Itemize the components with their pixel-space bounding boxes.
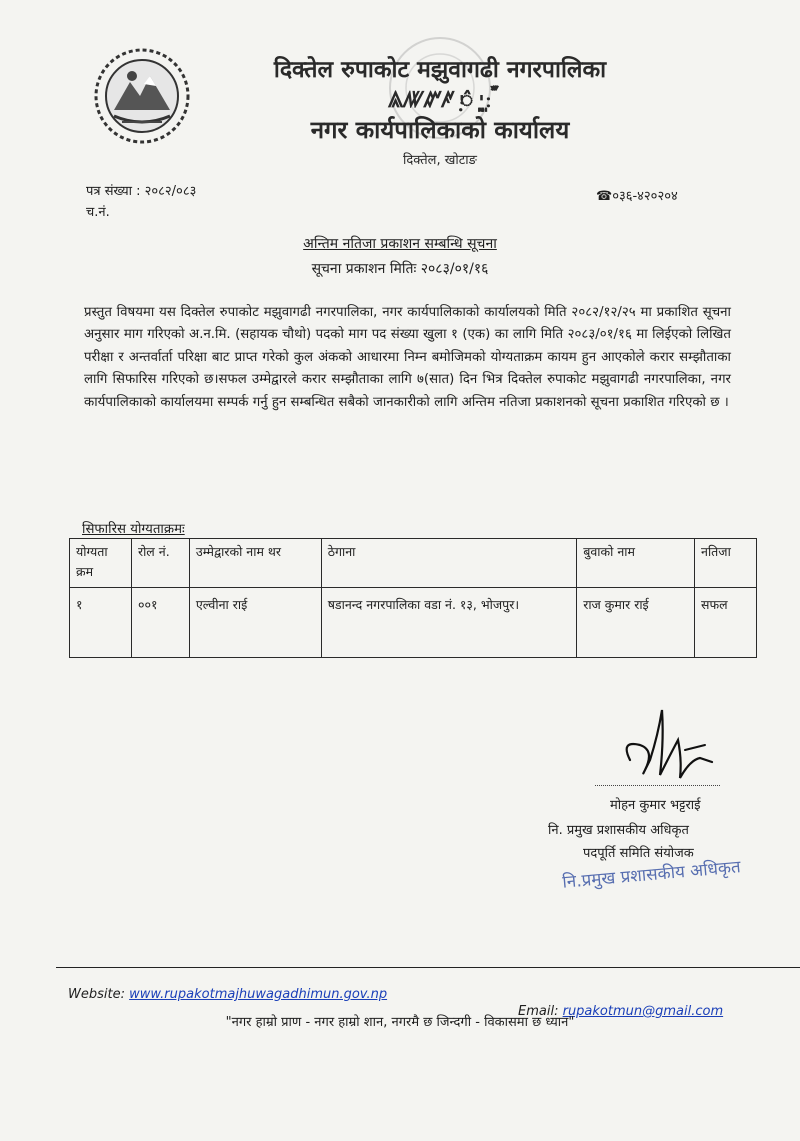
handwritten-signature (600, 700, 720, 790)
signatory-name: मोहन कुमार भट्टराई (610, 798, 701, 813)
footer-motto: "नगर हाम्रो प्राण - नगर हाम्रो शान, नगरमै छ जिन्दगी - विकासमा छ ध्यान" (225, 1015, 575, 1030)
office-address: दिक्तेल, खोटाङ (403, 153, 477, 168)
footer-divider (56, 967, 800, 968)
cell-father-name: राज कुमार राई (577, 588, 695, 658)
signatory-role: पदपूर्ति समिति संयोजक (583, 846, 694, 861)
website-link[interactable]: www.rupakotmajhuwagadhimun.gov.np (129, 987, 388, 1002)
table-header-row (70, 539, 757, 588)
office-name: नगर कार्यपालिकाको कार्यालय (310, 116, 570, 144)
header-name: उम्मेद्वारको नाम थर (189, 539, 321, 588)
header-roll: रोल नं. (131, 539, 189, 588)
official-stamp-text: नि.प्रमुख प्रशासकीय अधिकृत (561, 857, 742, 893)
table-caption: सिफारिस योग्यताक्रमः (82, 522, 185, 537)
cell-address: षडानन्द नगरपालिका वडा नं. १३, भोजपुर। (321, 588, 577, 658)
dispatch-number: च.नं. (86, 205, 110, 220)
cell-result: सफल (695, 588, 757, 658)
cell-rank: १ (70, 588, 132, 658)
letter-number: पत्र संख्या : २०८२/०८३ (86, 184, 197, 199)
header-result: नतिजा (695, 539, 757, 588)
results-table (69, 538, 757, 658)
header-address: ठेगाना (321, 539, 577, 588)
notice-date: सूचना प्रकाशन मितिः २०८३/०१/१६ (311, 261, 489, 277)
email-link[interactable]: rupakotmun@gmail.com (562, 1004, 724, 1019)
header-father-name: बुवाको नाम (577, 539, 695, 588)
municipality-name: दिक्तेल रुपाकोट मझुवागढी नगरपालिका (273, 57, 607, 83)
phone-number: ☎०३६-४२०२०४ (596, 189, 678, 204)
footer-website (68, 987, 387, 1002)
signature-line (595, 785, 720, 786)
notice-body: प्रस्तुत विषयमा यस दिक्तेल रुपाकोट मझुवागढी नगरपालिका, नगर कार्यपालिकाको कार्यालयको मिति २०८२/१२/२५ मा प्रकाशित सूचना अनुसार माग गरिएको अ.न.मि. (सहायक चौथो) पदको माग पद संख्या खुला १ (एक) का लागि मिति २०८३/०१/१६ मा लिईएको लिखित परीक्षा र अन्तर्वार्ता परिक्षा बाट प्राप्त गरेको कुल अंकको आधारमा निम्न बमोजिमको योग्यताक्रम कायम हुन आएकोले करार सम्झौताका लागि सिफारिस गरिएको छ।सफल उम्मेद्वारले करार सम्झौताका लागि ७(सात) दिन भित्र दिक्तेल रुपाकोट मझुवागढी नगरपालिका, नगर कार्यपालिकाको कार्यालयमा सम्पर्क गर्नु हुन सम्बन्धित सबैको जानकारीको लागि अन्तिम नतिजा प्रकाशनको सूचना प्रकाशित गरिएको छ । (84, 305, 731, 410)
cell-name: एल्वीना राई (189, 588, 321, 658)
signatory-designation: नि. प्रमुख प्रशासकीय अधिकृत (548, 823, 689, 838)
website-label: Website: (68, 987, 125, 1002)
cell-roll: ००१ (131, 588, 189, 658)
header-rank: योग्यता क्रम (70, 539, 132, 588)
notice-title: अन्तिम नतिजा प्रकाशन सम्बन्धि सूचना (303, 236, 497, 252)
table-row (70, 588, 757, 658)
municipality-name-kirat-script: ꥃꥄꥅꥆ ꥇꥈꥉꥊ ꥋꥌꥍꥎ ꥏꥐꥑꥒ (388, 88, 492, 113)
email-label: Email: (518, 1004, 559, 1019)
